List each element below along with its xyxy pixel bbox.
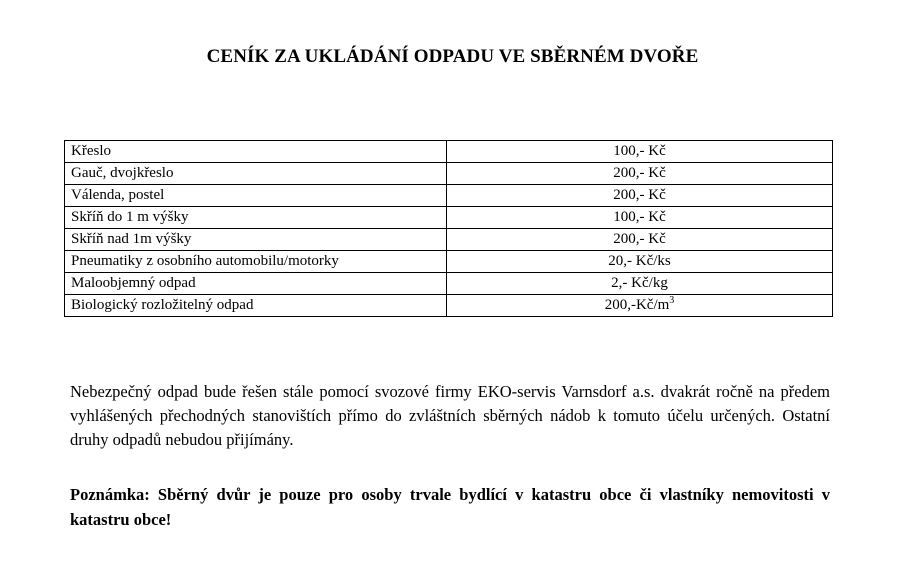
item-price: 20,- Kč/ks [447, 251, 833, 273]
item-name: Skříň nad 1m výšky [65, 229, 447, 251]
table-row [65, 163, 833, 185]
table-row [65, 141, 833, 163]
note-paragraph: Poznámka: Sběrný dvůr je pouze pro osoby trvale bydlící v katastru obce či vlastníky nemovitosti v katastru obce! [70, 485, 830, 529]
item-name: Křeslo [65, 141, 447, 163]
table-row [65, 273, 833, 295]
item-price: 200,- Kč [447, 185, 833, 207]
item-name: Válenda, postel [65, 185, 447, 207]
item-name: Maloobjemný odpad [65, 273, 447, 295]
hazardous-waste-paragraph: Nebezpečný odpad bude řešen stále pomocí svozové firmy EKO-servis Varnsdorf a.s. dvakrát ročně na předem vyhlášených přechodných stanovištích přímo do zvláštních sběrných nádob k tomuto účelu určených. Ostatní druhy odpadů nebudou přijímány. [70, 382, 830, 449]
item-price-base: 200,-Kč/m [604, 297, 670, 313]
item-price: 200,- Kč [447, 163, 833, 185]
item-price: 100,- Kč [447, 207, 833, 229]
table-row [65, 207, 833, 229]
item-name: Skříň do 1 m výšky [65, 207, 447, 229]
item-name: Biologický rozložitelný odpad [65, 295, 447, 317]
table-row [65, 229, 833, 251]
item-name: Pneumatiky z osobního automobilu/motorky [65, 251, 447, 273]
table-row [65, 251, 833, 273]
table-row [65, 185, 833, 207]
item-price: 100,- Kč [447, 141, 833, 163]
item-name: Gauč, dvojkřeslo [65, 163, 447, 185]
page-title: CENÍK ZA UKLÁDÁNÍ ODPADU VE SBĚRNÉM DVOŘE [206, 46, 699, 67]
item-price: 200,- Kč [447, 229, 833, 251]
item-price: 2,- Kč/kg [447, 273, 833, 295]
price-table [64, 140, 833, 317]
table-row [65, 295, 833, 317]
item-price [447, 295, 833, 317]
item-price-superscript: 3 [669, 295, 675, 306]
